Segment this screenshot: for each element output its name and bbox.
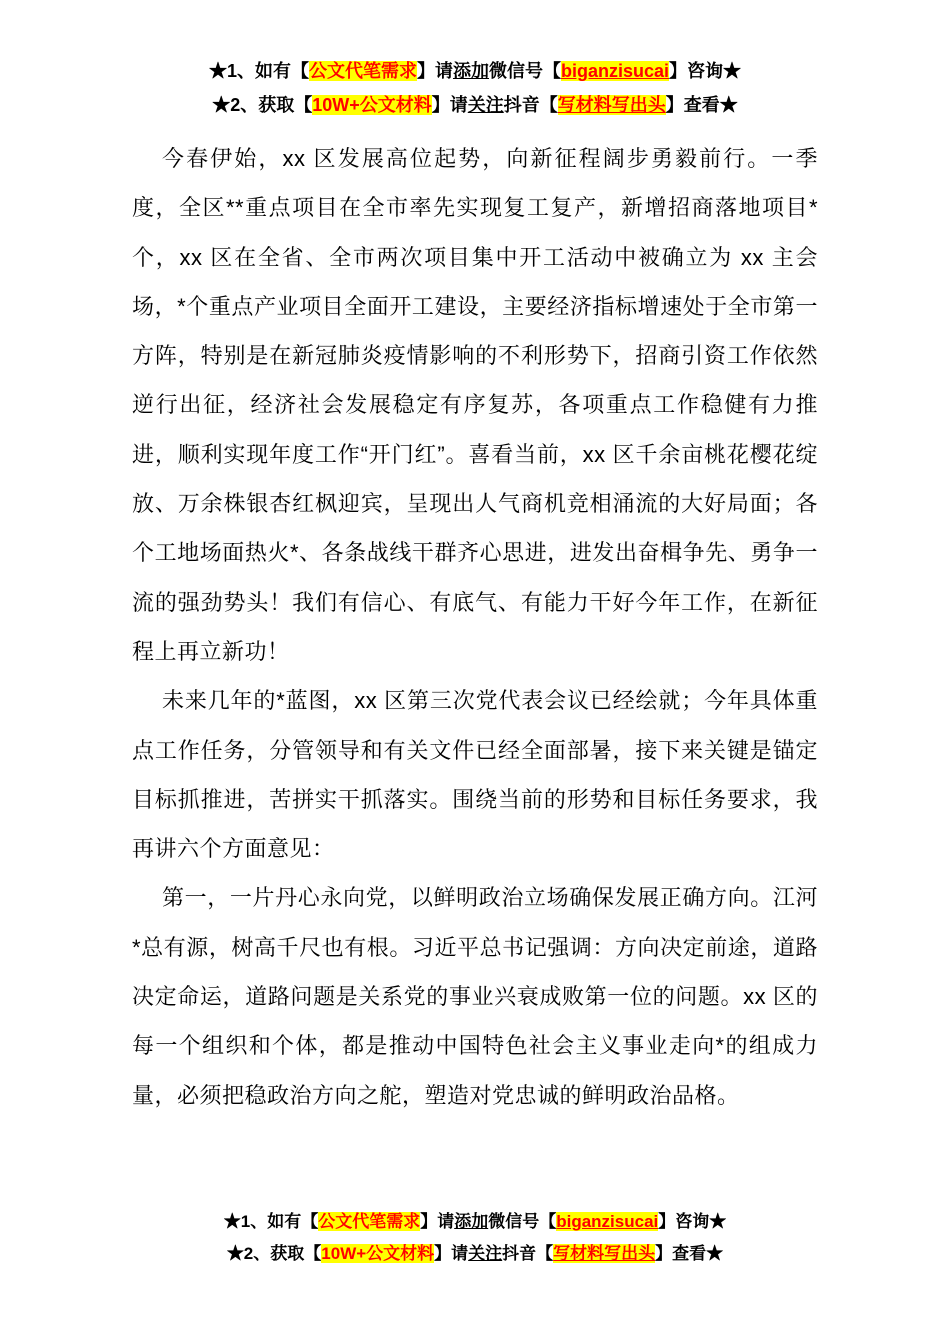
promo-text: 抖音【 [503,95,558,115]
promo-text: 微信号【 [488,1212,557,1231]
promo-wechat-id: biganzisucai [556,1212,659,1231]
promo-footer [0,1206,950,1270]
promo-text: 】请 [431,95,468,115]
promo-text: 】咨询★ [669,61,742,81]
paragraph-3: 第一，一片丹心永向党，以鲜明政治立场确保发展正确方向。江河*总有源，树高千尺也有根。习近平总书记强调：方向决定前途，道路决定命运，道路问题是关系党的事业兴衰成败第一位的问题。xx 区的每一个组织和个体，都是推动中国特色社会主义事业走向*的组成力量，必须把稳政治方向之舵，塑造对党忠诚的鲜明政治品格。 [132,885,818,1108]
promo-highlight-materials: 10W+公文材料 [312,95,432,115]
promo-text: 】请 [420,1212,455,1231]
promo-underline-add: 添加 [454,1212,489,1231]
promo-text: 抖音【 [502,1244,554,1263]
document-body [132,134,818,1120]
promo-text: 微信号【 [488,61,561,81]
promo-footer-line-1 [0,1206,950,1238]
promo-text: 】请 [434,1244,469,1263]
promo-douyin-id: 写材料写出头 [553,1244,656,1263]
promo-douyin-id: 写材料写出头 [557,95,666,115]
promo-underline-follow: 关注 [467,95,504,115]
promo-underline-add: 添加 [452,61,489,81]
promo-text: ★2、获取【 [212,95,313,115]
promo-highlight-service: 公文代笔需求 [318,1212,421,1231]
paragraph-2: 未来几年的*蓝图，xx 区第三次党代表会议已经绘就；今年具体重点工作任务，分管领导和有关文件已经全面部暑，接下来关键是锚定目标抓推进，苦拼实干抓落实。围绕当前的形势和目标任务要求，我再讲六个方面意见： [132,688,818,862]
promo-text: 】查看★ [655,1244,724,1263]
promo-header-line-2 [0,88,950,122]
promo-wechat-id: biganzisucai [560,61,670,81]
promo-footer-line-2 [0,1238,950,1270]
promo-text: ★1、如有【 [208,61,309,81]
promo-text: 】请 [416,61,453,81]
promo-text: ★1、如有【 [223,1212,319,1231]
promo-header-line-1 [0,54,950,88]
promo-highlight-service: 公文代笔需求 [308,61,417,81]
promo-text: 】咨询★ [658,1212,727,1231]
promo-underline-follow: 关注 [468,1244,503,1263]
promo-highlight-materials: 10W+公文材料 [321,1244,435,1263]
promo-header [0,0,950,122]
promo-text: 】查看★ [665,95,738,115]
paragraph-1: 今春伊始，xx 区发展高位起势，向新征程阔步勇毅前行。一季度，全区**重点项目在全市率先实现复工复产，新增招商落地项目*个，xx 区在全省、全市两次项目集中开工活动中被确立为 xx 主会场，*个重点产业项目全面开工建设，主要经济指标增速处于全市第一方阵，特别是在新冠肺炎疫情影响的不利形势下，招商引资工作依然逆行出征，经济社会发展稳定有序复苏，各项重点工作稳健有力推进，顺利实现年度工作“开门红”。喜看当前，xx 区千余亩桃花樱花绽放、万余株银杏红枫迎宾，呈现出人气商机竞相涌流的大好局面；各个工地场面热火*、各条战线干群齐心思进，进发出奋楫争先、勇争一流的强劲势头！我们有信心、有底气、有能力干好今年工作，在新征程上再立新功！ [132,146,818,664]
promo-text: ★2、获取【 [226,1244,322,1263]
